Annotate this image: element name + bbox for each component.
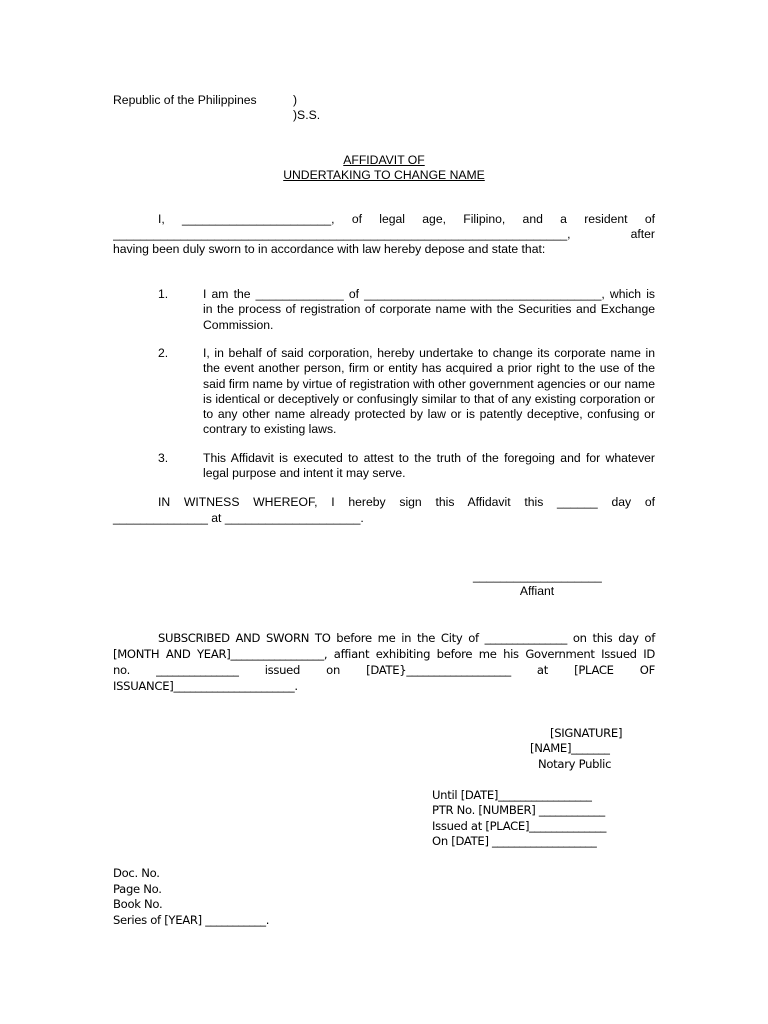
jurat-line-4: ISSUANCE]______________________. xyxy=(113,679,298,693)
item-number: 1. xyxy=(158,287,169,301)
registry-book: Book No. xyxy=(113,897,163,911)
jurat-line-1: SUBSCRIBED AND SWORN TO before me in the City of _______________ on this day of xyxy=(158,631,655,645)
registry-series: Series of [YEAR] ___________. xyxy=(113,913,270,927)
notary-ptr: PTR No. [NUMBER] ____________ xyxy=(432,803,605,817)
notary-title: Notary Public xyxy=(538,757,612,771)
notary-issued-at: Issued at [PLACE]______________ xyxy=(432,819,607,833)
witness-line-1: IN WITNESS WHEREOF, I hereby sign this Affidavit this ______ day of xyxy=(158,495,655,509)
registry-page: Page No. xyxy=(113,882,162,896)
item-text: I, in behalf of said corporation, hereby undertake to change its corporate name in the event another person, firm or entity has acquired a prior right to the use of the said firm name by virtue of registration with other government agencies or our name is identical or deceptively or confusingly similar to that of any existing corporation or to any other name already protected by law or is patently deceptive, confusing or contrary to existing laws. xyxy=(203,346,655,437)
intro-line-2: ___________________________________________________________________, after xyxy=(113,227,655,241)
title-line-1: AFFIDAVIT OF xyxy=(343,153,425,167)
jurat-line-2: [MONTH AND YEAR]_________________, affiant exhibiting before me his Government Issued ID xyxy=(113,647,655,661)
venue-country: Republic of the Philippines xyxy=(113,93,257,107)
affiant-signature-line: ___________________ xyxy=(473,569,602,583)
venue-ss: )S.S. xyxy=(293,108,321,122)
notary-on: On [DATE] ___________________ xyxy=(432,834,597,848)
jurat-line-3: no. _______________ issued on [DATE}___________________ at [PLACE OF xyxy=(113,663,655,677)
item-number: 3. xyxy=(158,451,169,465)
item-number: 2. xyxy=(158,346,169,360)
title-line-2: UNDERTAKING TO CHANGE NAME xyxy=(283,168,485,182)
affiant-label: Affiant xyxy=(519,584,555,598)
notary-name: [NAME]_______ xyxy=(530,741,610,755)
intro-line-3: having been duly sworn to in accordance with law hereby depose and state that: xyxy=(113,242,546,256)
registry-doc: Doc. No. xyxy=(113,866,160,880)
item-text: I am the _____________ of ___________________________________, which is in the process of registration of corporate name with the Securities and Exchange Commission. xyxy=(203,287,655,332)
witness-line-2: ______________ at ____________________. xyxy=(113,511,364,525)
notary-signature: [SIGNATURE] xyxy=(550,726,623,740)
venue-paren: ) xyxy=(293,93,298,107)
notary-until: Until [DATE]_________________ xyxy=(432,788,592,802)
intro-line-1: I, ______________________, of legal age, Filipino, and a resident of xyxy=(158,212,655,226)
item-text: This Affidavit is executed to attest to the truth of the foregoing and for whatever legal purpose and intent it may serve. xyxy=(203,451,655,481)
